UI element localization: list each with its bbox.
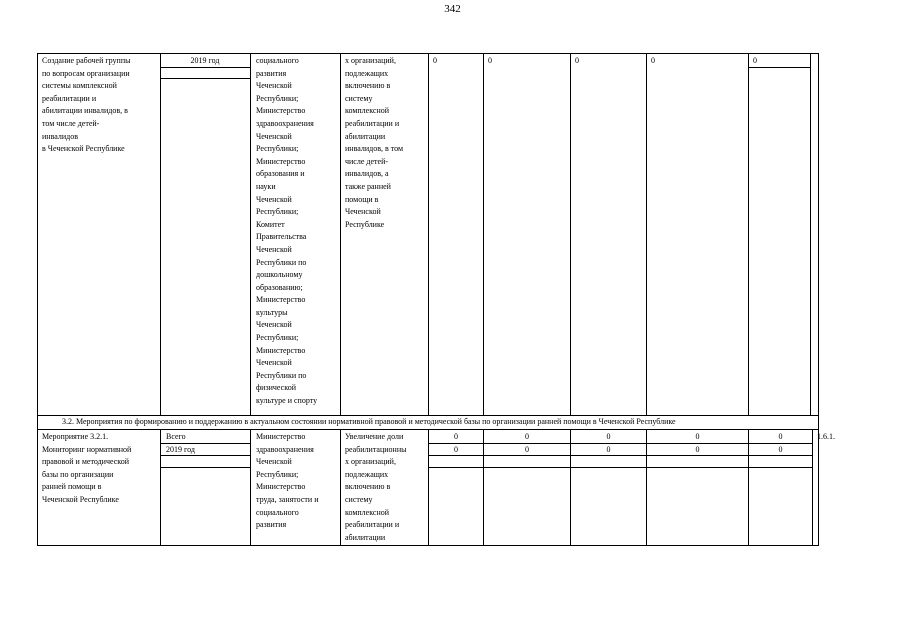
value-year: 0 <box>778 445 783 454</box>
year-label: 2019 год <box>190 56 220 65</box>
period-total-label: Всего <box>166 432 186 441</box>
page-number: 342 <box>444 3 461 15</box>
col-line <box>810 53 811 415</box>
value-year: 0 <box>454 445 458 454</box>
event-name: Создание рабочей группы по вопросам организации системы комплексной реабилитации и абилитации инвалидов, в том числе детей- инвалидов в Чеченской Республике <box>42 56 131 154</box>
cell-line <box>160 467 250 468</box>
col-line <box>340 53 341 415</box>
executors-list: Министерство здравоохранения Чеченской Республики; Министерство труда, занятости и социального развития <box>256 432 319 530</box>
col-line <box>570 53 571 415</box>
col-line <box>428 53 429 415</box>
value-cell: 0 <box>488 56 492 65</box>
col-line <box>160 429 161 546</box>
table-right-border <box>818 53 819 546</box>
indicator-text: х организаций, подлежащих включению в систему комплексной реабилитации и абилитации инвалидов, в том числе детей- инвалидов, а также ранней помощи в Чеченской Республике <box>345 56 404 229</box>
value-total: 0 <box>606 432 611 441</box>
col-line <box>160 53 161 415</box>
col-line <box>483 53 484 415</box>
section-top-line <box>37 415 819 416</box>
col-line <box>748 53 749 415</box>
value-year: 0 <box>695 445 700 454</box>
section-title: 3.2. Мероприятия по формированию и поддержанию в актуальном состоянии нормативной правовой и методической базы по организации ранней помощи в Чеченской Республике <box>62 417 676 426</box>
table-left-border <box>37 53 38 546</box>
value-cell: 0 <box>753 56 757 65</box>
col-line <box>340 429 341 546</box>
cell-line <box>160 78 250 79</box>
col-line <box>646 53 647 415</box>
value-cell: 0 <box>651 56 655 65</box>
executors-list: социального развития Чеченской Республики; Министерство здравоохранения Чеченской Республики; Министерство образования и науки Чеченской Республики; Комитет Правительства Чеченской Республики по дошкольному образованию; Министерство культуры Чеченской Республики; Министерство Чеченской Республики по физической культуре и спорту <box>256 56 318 406</box>
period-year-label: 2019 год <box>166 445 195 454</box>
value-total: 0 <box>454 432 458 441</box>
col-line <box>250 429 251 546</box>
indicator-ref: 1.6.1. <box>817 432 835 441</box>
value-total: 0 <box>778 432 783 441</box>
event-name: Мероприятие 3.2.1. Мониторинг нормативной правовой и методической базы по организации ранней помощи в Чеченской Республике <box>42 432 132 504</box>
value-year: 0 <box>525 445 529 454</box>
col-line <box>812 429 813 546</box>
cell-line <box>428 467 812 468</box>
value-year: 0 <box>606 445 611 454</box>
indicator-text: Увеличение доли реабилитационны х организаций, подлежащих включению в систему комплексной реабилитации и абилитации <box>345 432 407 542</box>
value-cell: 0 <box>575 56 579 65</box>
value-total: 0 <box>695 432 700 441</box>
col-line <box>250 53 251 415</box>
value-cell: 0 <box>433 56 437 65</box>
value-total: 0 <box>525 432 529 441</box>
